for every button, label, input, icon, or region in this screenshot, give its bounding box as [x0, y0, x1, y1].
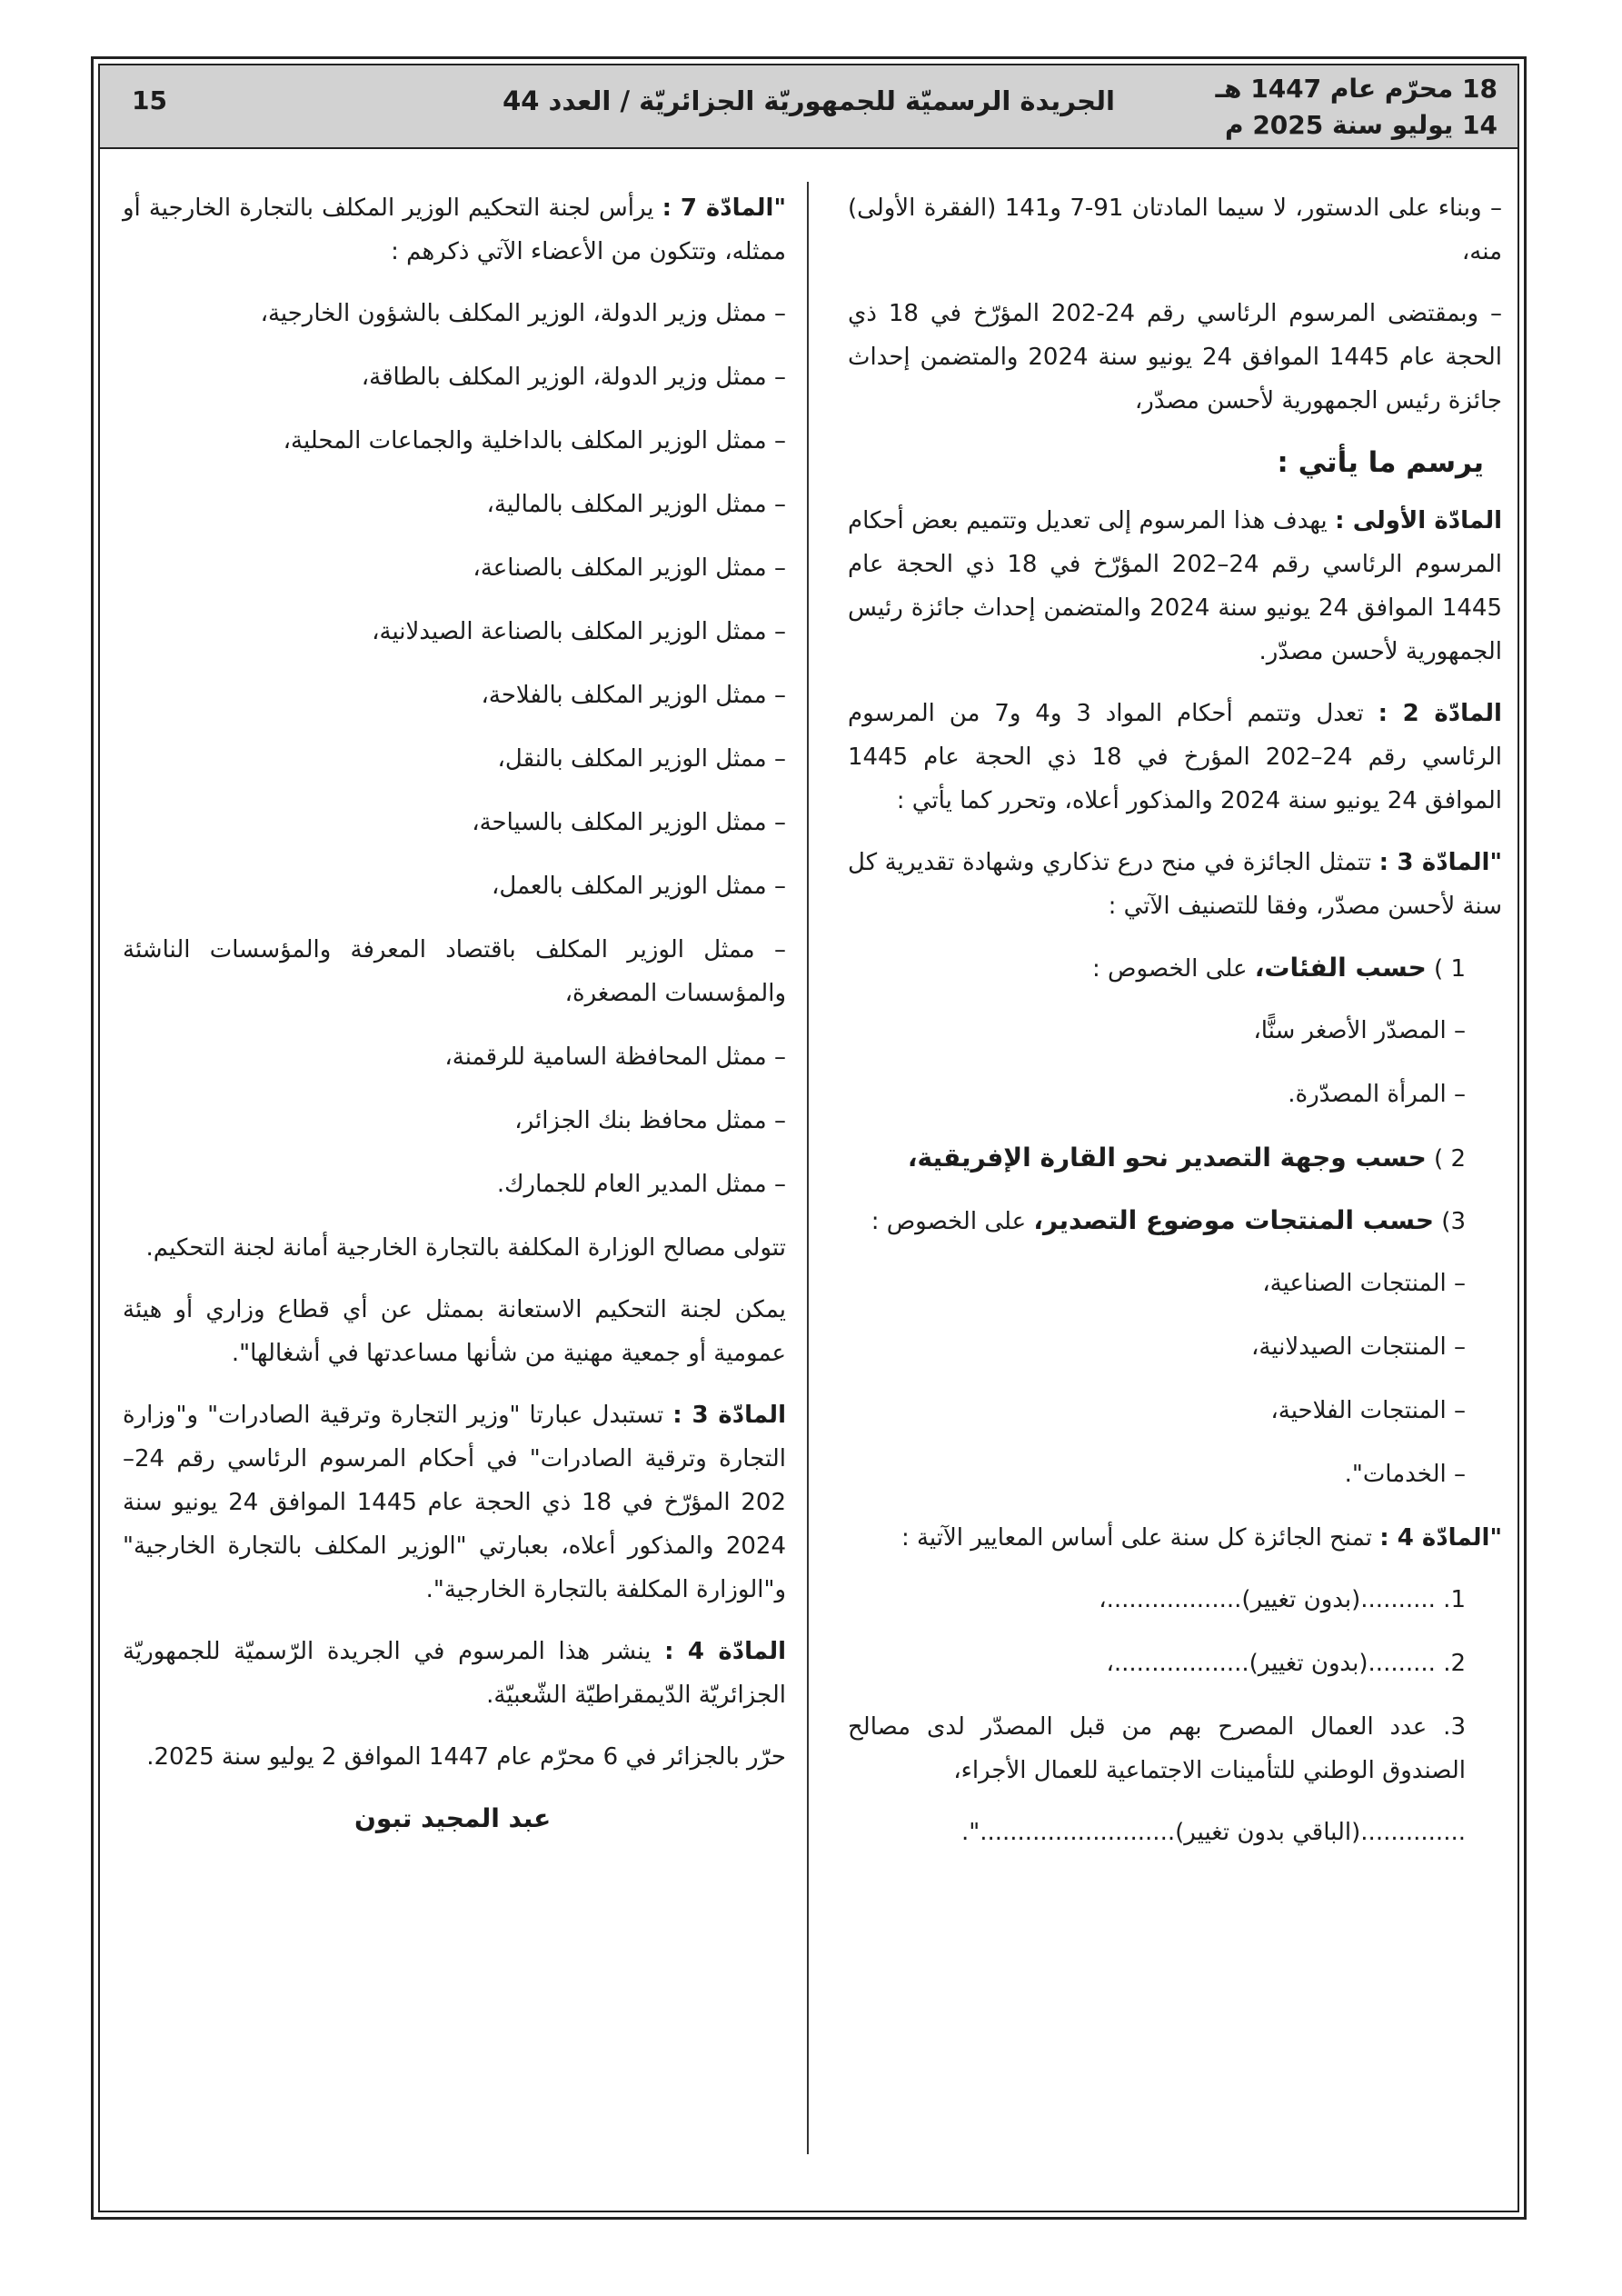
preamble-constitution: – وبناء على الدستور، لا سيما المادتان 91-7 و141 (الفقرة الأولى) منه، — [848, 195, 1502, 265]
list-item: – الخدمات". — [1344, 1461, 1466, 1488]
article-2-label: المادّة 2 : — [1378, 700, 1502, 727]
category-2-title: حسب وجهة التصدير نحو القارة الإفريقية، — [907, 1143, 1427, 1173]
list-item: – ممثل الوزير المكلف بالصناعة الصيدلانية، — [372, 618, 786, 645]
header-date-gregorian: 14 يوليو سنة 2025 م — [1225, 110, 1498, 140]
list-item: – ممثل محافظ بنك الجزائر، — [514, 1107, 786, 1134]
article-4 — [123, 1630, 786, 1717]
list-item: – ممثل المحافظة السامية للرقمنة، — [444, 1043, 786, 1071]
article-1 — [848, 499, 1502, 674]
list-item: – المنتجات الصناعية، — [1262, 1270, 1466, 1297]
page-header — [100, 65, 1518, 149]
amended-article-7 — [123, 186, 786, 274]
preamble-decree: – وبمقتضى المرسوم الرئاسي رقم 24-202 المؤرّخ في 18 ذي الحجة عام 1445 الموافق 24 يونيو سنة 2024 والمتضمن إحداث جائزة رئيس الجمهورية لأحسن مصدّر، — [848, 300, 1503, 414]
article-2-text: تعدل وتتمم أحكام المواد 3 و4 و7 من المرسوم الرئاسي رقم 24–202 المؤرخ في 18 ذي الحجة عام 1445 الموافق 24 يونيو سنة 2024 والمذكور أعلاه، وتحرر كما يأتي : — [848, 700, 1503, 814]
list-item: – المنتجات الفلاحية، — [1270, 1397, 1466, 1424]
list-item: – ممثل الوزير المكلف بالفلاحة، — [481, 682, 786, 709]
category-1-number: 1 ) — [1426, 955, 1466, 983]
article-3 — [123, 1393, 786, 1612]
category-3-rest: على الخصوص : — [871, 1208, 1034, 1235]
list-item: – ممثل وزير الدولة، الوزير المكلف بالشؤون الخارجية، — [260, 300, 786, 327]
amended-article-4 — [848, 1516, 1502, 1560]
page-number: 15 — [132, 85, 167, 115]
article-2 — [848, 692, 1502, 823]
amended-article-3-text: تتمثل الجائزة في منح درع تذكاري وشهادة تقديرية كل سنة لأحسن مصدّر، وفقا للتصنيف الآتي : — [848, 849, 1502, 920]
signature: عبد المجيد تبون — [354, 1803, 552, 1833]
category-1-rest: على الخصوص : — [1092, 955, 1255, 983]
category-3-number: 3) — [1434, 1208, 1466, 1235]
amended-article-4-label: "المادّة 4 : — [1379, 1524, 1502, 1552]
list-item: – ممثل الوزير المكلف بالسياحة، — [472, 809, 786, 836]
list-item: – ممثل الوزير المكلف بالداخلية والجماعات المحلية، — [283, 427, 786, 454]
amended-article-3 — [848, 841, 1502, 928]
signing-place-date: حرّر بالجزائر في 6 محرّم عام 1447 الموافق 2 يوليو سنة 2025. — [146, 1743, 786, 1771]
list-item: – ممثل الوزير المكلف باقتصاد المعرفة والمؤسسات الناشئة والمؤسسات المصغرة، — [123, 936, 786, 1007]
amended-article-4-text: تمنح الجائزة كل سنة على أساس المعايير الآتية : — [901, 1524, 1380, 1552]
secretariat-paragraph: تتولى مصالح الوزارة المكلفة بالتجارة الخارجية أمانة لجنة التحكيم. — [145, 1234, 786, 1262]
article-4-label: المادّة 4 : — [664, 1638, 786, 1665]
article-4-text: ينشر هذا المرسوم في الجريدة الرّسميّة للجمهوريّة الجزائريّة الدّيمقراطيّة الشّعبيّة. — [123, 1638, 786, 1709]
left-column — [123, 186, 786, 1841]
list-item: – ممثل الوزير المكلف بالمالية، — [486, 491, 786, 518]
category-1 — [848, 946, 1502, 991]
criterion-3: 3. عدد العمال المصرح بهم من قبل المصدّر لدى مصالح الصندوق الوطني للتأمينات الاجتماعية للعمال الأجراء، — [848, 1713, 1466, 1784]
article-1-text: يهدف هذا المرسوم إلى تعديل وتتميم بعض أحكام المرسوم الرئاسي رقم 24–202 المؤرّخ في 18 ذي الحجة عام 1445 الموافق 24 يونيو سنة 2024 والمتضمن إحداث جائزة رئيس الجمهورية لأحسن مصدّر. — [848, 507, 1503, 665]
list-item: – ممثل الوزير المكلف بالنقل، — [497, 745, 786, 773]
list-item: – ممثل المدير العام للجمارك. — [496, 1171, 786, 1198]
consultation-paragraph: يمكن لجنة التحكيم الاستعانة بممثل عن أي قطاع وزاري أو هيئة عمومية أو جمعية مهنية من شأنها مساعدتها في أشغالها". — [123, 1296, 786, 1367]
list-item: – المنتجات الصيدلانية، — [1250, 1333, 1466, 1361]
category-1-title: حسب الفئات، — [1254, 953, 1427, 983]
article-3-text: تستبدل عبارتا "وزير التجارة وترقية الصادرات" و"وزارة التجارة وترقية الصادرات" في أحكام المرسوم الرئاسي رقم 24–202 المؤرّخ في 18 ذي الحجة عام 1445 الموافق 24 يونيو سنة 2024 والمذكور أعلاه، بعبارتي "الوزير المكلف بالتجارة الخارجية" و"الوزارة المكلفة بالتجارة الخارجية". — [123, 1402, 787, 1603]
criterion-2: 2. .........(بدون تغيير)..................، — [1106, 1650, 1466, 1677]
list-item: – ممثل وزير الدولة، الوزير المكلف بالطاقة، — [361, 364, 786, 391]
category-3-title: حسب المنتجات موضوع التصدير، — [1033, 1205, 1435, 1235]
criterion-1: 1. ..........(بدون تغيير)..................، — [1099, 1586, 1466, 1613]
category-2 — [848, 1136, 1502, 1181]
amended-article-7-label: "المادّة 7 : — [662, 195, 786, 222]
list-item: – ممثل الوزير المكلف بالعمل، — [491, 873, 786, 900]
article-1-label: المادّة الأولى : — [1335, 507, 1502, 534]
right-column — [848, 186, 1502, 1872]
list-item: – المرأة المصدّرة. — [1288, 1081, 1466, 1108]
category-2-number: 2 ) — [1426, 1145, 1466, 1173]
decree-heading: يرسم ما يأتي : — [1277, 446, 1484, 479]
header-title: الجريدة الرسميّة للجمهوريّة الجزائريّة / العدد 44 — [503, 85, 1115, 116]
column-divider — [807, 182, 809, 2154]
list-item: – ممثل الوزير المكلف بالصناعة، — [473, 554, 786, 582]
header-date-hijri: 18 محرّم عام 1447 هـ — [1215, 74, 1498, 104]
amended-article-3-label: "المادّة 3 : — [1378, 849, 1502, 876]
list-item: – المصدّر الأصغر سنًّا، — [1253, 1017, 1466, 1044]
amended-article-7-text: يرأس لجنة التحكيم الوزير المكلف بالتجارة الخارجية أو ممثله، وتتكون من الأعضاء الآتي ذكرهم : — [123, 195, 786, 265]
article-3-label: المادّة 3 : — [672, 1402, 786, 1429]
category-3 — [848, 1199, 1502, 1243]
remainder-unchanged: ..............(الباقي بدون تغيير)..........................". — [961, 1819, 1466, 1846]
